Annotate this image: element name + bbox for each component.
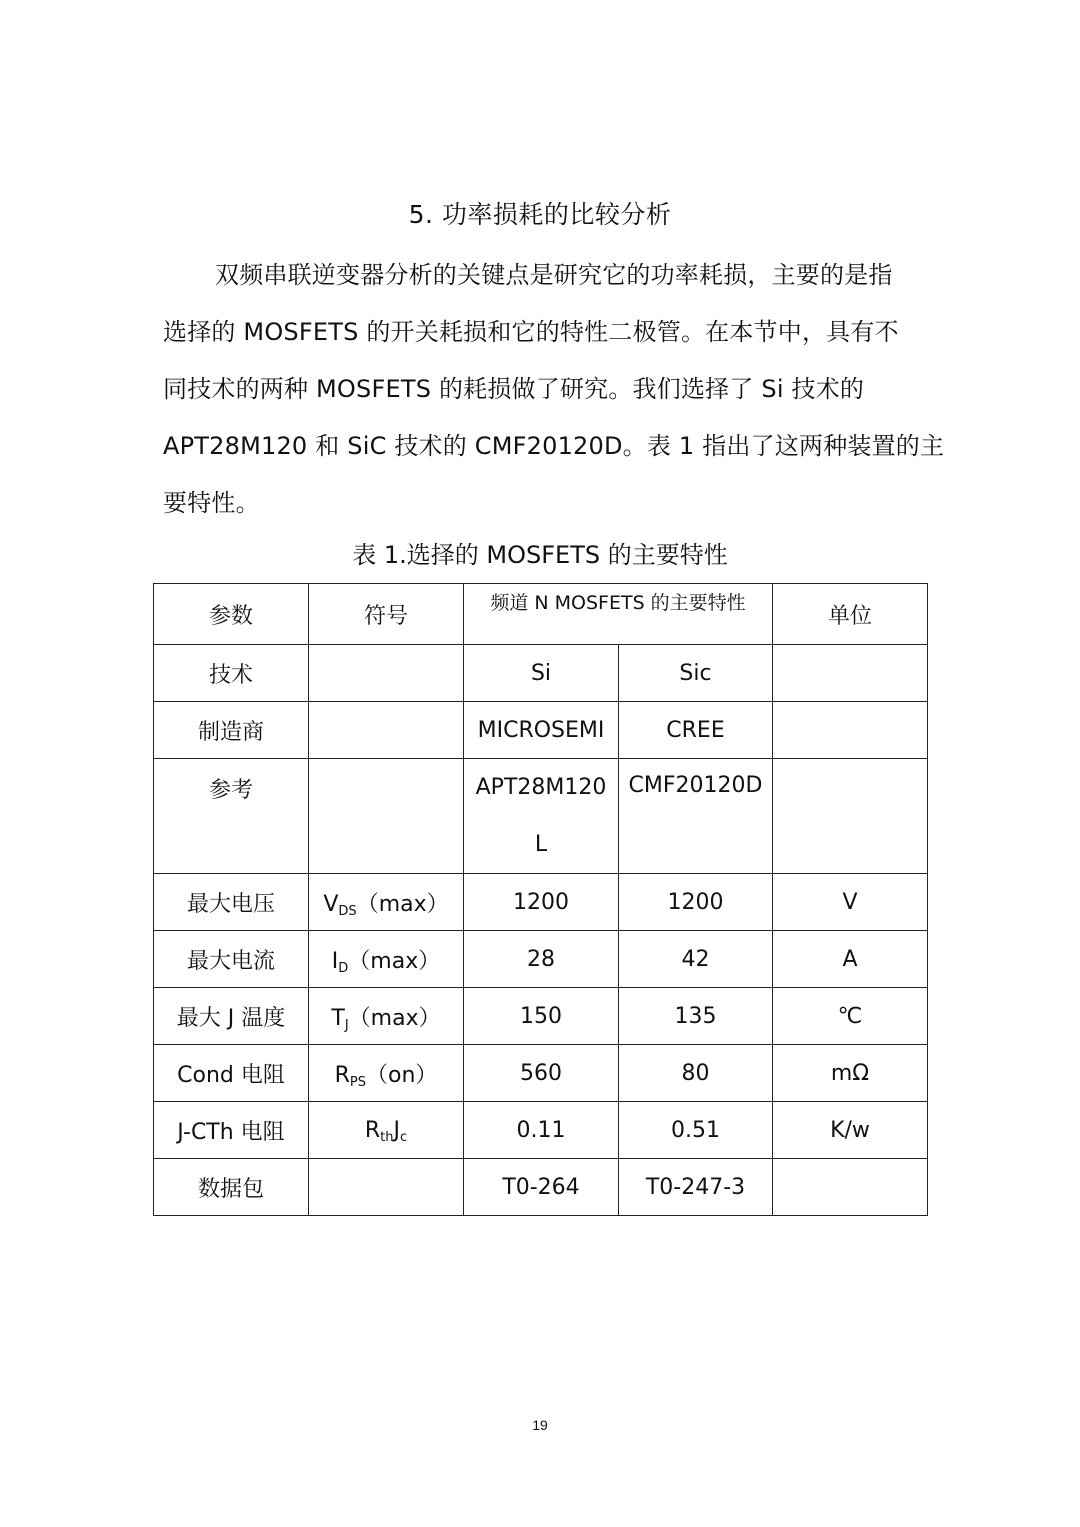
cell-sic: 0.51 bbox=[619, 1102, 773, 1159]
cell-symbol bbox=[309, 1045, 464, 1102]
cell-sic: CREE bbox=[619, 702, 773, 759]
cell-unit: ℃ bbox=[773, 988, 928, 1045]
paragraph-line: APT28M120 和 SiC 技术的 CMF20120D。表 1 指出了这两种装置的主 bbox=[163, 432, 945, 460]
cell-symbol bbox=[309, 988, 464, 1045]
cell-unit: A bbox=[773, 931, 928, 988]
table-header-row bbox=[154, 584, 928, 645]
symbol-main: R bbox=[334, 1062, 350, 1088]
cell-param: 参考 bbox=[154, 759, 309, 874]
paragraph-line: 选择的 MOSFETS 的开关耗损和它的特性二极管。在本节中，具有不 bbox=[163, 318, 899, 346]
table-row bbox=[154, 1159, 928, 1216]
table-row bbox=[154, 1045, 928, 1102]
symbol-main: I bbox=[331, 948, 339, 974]
cell-sic: Sic bbox=[619, 645, 773, 702]
symbol-subscript: DS bbox=[338, 903, 357, 919]
cell-symbol bbox=[309, 931, 464, 988]
cell-sic: 80 bbox=[619, 1045, 773, 1102]
cell-unit bbox=[773, 702, 928, 759]
symbol-main: T bbox=[331, 1005, 345, 1031]
cell-si-line: APT28M120 bbox=[475, 775, 607, 800]
paragraph-line: 要特性。 bbox=[163, 489, 260, 517]
table-row bbox=[154, 645, 928, 702]
cell-param: Cond 电阻 bbox=[154, 1045, 309, 1102]
cell-param: 技术 bbox=[154, 645, 309, 702]
table-row bbox=[154, 988, 928, 1045]
symbol-main: R bbox=[364, 1117, 381, 1143]
header-param: 参数 bbox=[154, 584, 309, 645]
symbol-tail: （max） bbox=[356, 891, 449, 917]
symbol-subscript: D bbox=[338, 960, 349, 976]
symbol-tail: （on） bbox=[365, 1062, 438, 1088]
cell-si: T0-264 bbox=[464, 1159, 619, 1216]
cell-si: 1200 bbox=[464, 874, 619, 931]
cell-param: 最大电压 bbox=[154, 874, 309, 931]
cell-unit bbox=[773, 1159, 928, 1216]
cell-si: MICROSEMI bbox=[464, 702, 619, 759]
table-row bbox=[154, 874, 928, 931]
cell-symbol bbox=[309, 702, 464, 759]
symbol-subscript: c bbox=[399, 1129, 408, 1145]
symbol-tail: （max） bbox=[348, 948, 441, 974]
cell-unit: mΩ bbox=[773, 1045, 928, 1102]
cell-si: 0.11 bbox=[464, 1102, 619, 1159]
cell-si: 150 bbox=[464, 988, 619, 1045]
header-symbol: 符号 bbox=[309, 584, 464, 645]
cell-symbol bbox=[309, 874, 464, 931]
symbol-subscript: th bbox=[380, 1129, 394, 1145]
cell-param: J-CTh 电阻 bbox=[154, 1102, 309, 1159]
header-channel: 频道 N MOSFETS 的主要特性 bbox=[464, 584, 773, 645]
table-row bbox=[154, 759, 928, 874]
cell-si: Si bbox=[464, 645, 619, 702]
cell-param: 最大 J 温度 bbox=[154, 988, 309, 1045]
cell-param: 数据包 bbox=[154, 1159, 309, 1216]
cell-unit bbox=[773, 759, 928, 874]
cell-param: 最大电流 bbox=[154, 931, 309, 988]
table-caption: 表 1.选择的 MOSFETS 的主要特性 bbox=[352, 541, 728, 569]
symbol-tail: （max） bbox=[348, 1005, 441, 1031]
cell-symbol bbox=[309, 645, 464, 702]
cell-unit: K/w bbox=[773, 1102, 928, 1159]
paragraph-line: 同技术的两种 MOSFETS 的耗损做了研究。我们选择了 Si 技术的 bbox=[163, 375, 865, 403]
section-title: 5. 功率损耗的比较分析 bbox=[408, 200, 672, 229]
cell-sic: 1200 bbox=[619, 874, 773, 931]
symbol-subscript: PS bbox=[349, 1074, 366, 1090]
table-row bbox=[154, 1102, 928, 1159]
cell-symbol bbox=[309, 759, 464, 874]
cell-si: 560 bbox=[464, 1045, 619, 1102]
cell-unit: V bbox=[773, 874, 928, 931]
cell-sic: 135 bbox=[619, 988, 773, 1045]
cell-sic: 42 bbox=[619, 931, 773, 988]
symbol-tail: J bbox=[393, 1117, 400, 1143]
cell-si bbox=[464, 759, 619, 874]
table-row bbox=[154, 702, 928, 759]
cell-symbol bbox=[309, 1102, 464, 1159]
symbol-main: V bbox=[323, 891, 339, 917]
cell-unit bbox=[773, 645, 928, 702]
table-row bbox=[154, 931, 928, 988]
body-paragraph bbox=[163, 247, 945, 532]
cell-symbol bbox=[309, 1159, 464, 1216]
paragraph-line: 双频串联逆变器分析的关键点是研究它的功率耗损，主要的是指 bbox=[215, 261, 893, 289]
header-unit: 单位 bbox=[773, 584, 928, 645]
cell-sic: CMF20120D bbox=[619, 759, 773, 874]
cell-param: 制造商 bbox=[154, 702, 309, 759]
cell-sic: T0-247-3 bbox=[619, 1159, 773, 1216]
page-number: 19 bbox=[532, 1417, 548, 1433]
cell-si-line: L bbox=[534, 832, 548, 857]
symbol-subscript: J bbox=[344, 1017, 349, 1033]
cell-si: 28 bbox=[464, 931, 619, 988]
mosfet-spec-table bbox=[153, 583, 928, 1216]
